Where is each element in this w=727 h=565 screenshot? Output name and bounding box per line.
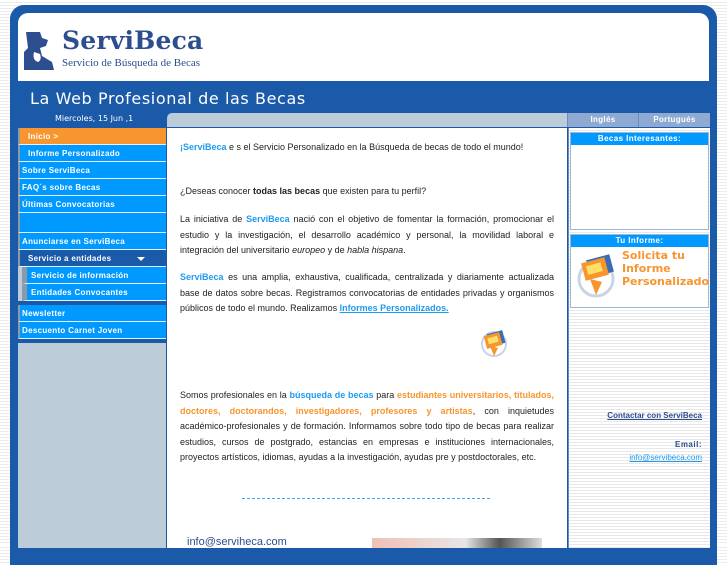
nav-separator (18, 339, 166, 343)
intro-paragraph: ¡ServiBeca e s el Servicio Personalizado en la Búsqueda de becas de todo el mundo! (180, 142, 524, 152)
left-nav (18, 128, 166, 548)
current-date: Miercoles, 15 Jun ,1 (55, 114, 134, 123)
becas-interesantes-box (570, 132, 709, 230)
question-paragraph: ¿Deseas conocer todas las becas que existen para tu perfil? (180, 186, 427, 196)
nav-anunciarse[interactable]: Anunciarse en ServiBeca (18, 233, 166, 250)
informes-personalizados-link[interactable]: Informes Personalizados. (339, 303, 449, 313)
nav-ultimas-convocatorias[interactable]: Últimas Convocatorias (18, 196, 166, 213)
bottom-email[interactable]: info@serviheca.com (187, 536, 287, 548)
nav-servicio-entidades[interactable] (18, 250, 166, 267)
database-paragraph: ServiBeca es una amplia, exhaustiva, cualificada, centralizada y diariamente actualizada base de datos sobre becas. Registramos convocatorias de entidades privadas y organismos públicos de todo el mundo. Realizamos Informes Personalizados. (180, 272, 554, 313)
informe-icon[interactable] (480, 328, 508, 358)
iniciativa-paragraph: La iniciativa de ServiBeca nació con el objetivo de fomentar la formación, promocionar el estudio y la investigación, el desarrollo académico y personal, la movilidad laboral e integración del universitario europeo y de habla hispana. (180, 214, 554, 255)
nav-sobre-servibeca[interactable]: Sobre ServiBeca (18, 162, 166, 179)
nav-faq[interactable]: FAQ´s sobre Becas (18, 179, 166, 196)
lang-english-tab[interactable]: Inglés (567, 113, 638, 127)
brand-text: ¡ServiBeca (180, 142, 227, 152)
becas-interesantes-title: Becas Interesantes: (571, 133, 708, 145)
tagline: La Web Profesional de las Becas (30, 89, 306, 108)
nav-informe-personalizado[interactable]: Informe Personalizado (18, 145, 166, 162)
email-link[interactable]: info@servibeca.com (629, 453, 702, 462)
nav-servicio-entidades-label: Servicio a entidades (28, 254, 112, 263)
nav-entidades-convocantes[interactable]: Entidades Convocantes (22, 284, 166, 301)
email-label: Email: (674, 440, 702, 449)
logo-title: ServiBeca (62, 26, 204, 55)
informe-promo-icon (576, 251, 618, 299)
profesionales-paragraph: Somos profesionales en la búsqueda de becas para estudiantes universitarios, titulados, doctores, doctorandos, investigadores, profesores y artistas, con inquietudes académico-profesionales y de formación. Informamos sobre todo tipo de becas para realizar estudios, cursos de postgrado, estancias en empresas e instituciones internacionales, proyectos artísticos, idiomas, ayudas a la investigación, ayudas pre y postdoctorales, etc. (180, 390, 554, 462)
nav-servicio-informacion[interactable]: Servicio de información (22, 267, 166, 284)
nav-inicio[interactable]: Inicio > (18, 128, 166, 145)
contactar-link[interactable]: Contactar con ServiBeca (607, 411, 702, 420)
dashed-divider (242, 498, 490, 499)
logo[interactable] (22, 28, 222, 78)
logo-subtitle: Servicio de Búsqueda de Becas (62, 57, 201, 69)
logo-detective-icon (22, 30, 56, 70)
nav-newsletter[interactable]: Newsletter (18, 305, 166, 322)
tu-informe-box[interactable] (570, 234, 709, 308)
solicita-informe-text[interactable]: Solicita tu Informe Personalizado (622, 249, 710, 288)
nav-carnet-joven[interactable]: Descuento Carnet Joven (18, 322, 166, 339)
main-content (167, 128, 567, 548)
right-sidebar (568, 128, 710, 548)
nav-empty (18, 213, 166, 233)
lang-portuguese-tab[interactable]: Portugués (638, 113, 710, 127)
tu-informe-title: Tu Informe: (571, 235, 708, 247)
bottom-photo (372, 538, 542, 548)
chevron-down-icon (137, 257, 145, 261)
content-top-strip (167, 113, 567, 127)
